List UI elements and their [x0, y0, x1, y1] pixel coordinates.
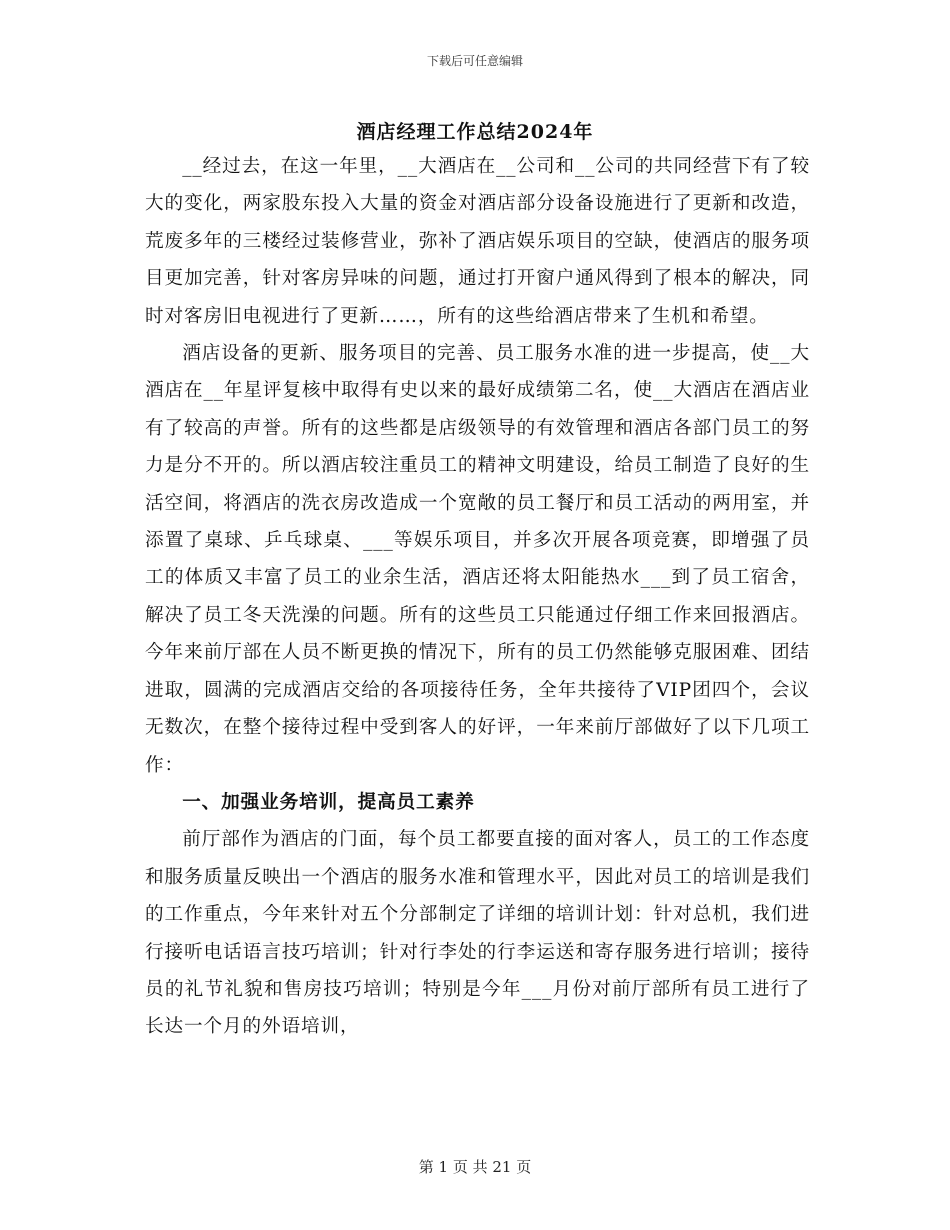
paragraph-intro: __经过去，在这一年里，__大酒店在__公司和__公司的共同经营下有了较大的变化，两家股东投入大量的资金对酒店部分设备设施进行了更新和改造，荒废多年的三楼经过装修营业，弥补了酒店娱乐项目的空缺，使酒店的服务项目更加完善，针对客房异味的问题，通过打开窗户通风得到了根本的解决，同时对客房旧电视进行了更新……，所有的这些给酒店带来了生机和希望。	[145, 156, 810, 327]
section-heading-training: 一、加强业务培训，提高员工素养	[182, 791, 475, 813]
page-number-footer: 第 1 页 共 21 页	[418, 1158, 532, 1176]
paragraph-training: 前厅部作为酒店的门面，每个员工都要直接的面对客人，员工的工作态度和服务质量反映出一个酒店的服务水准和管理水平，因此对员工的培训是我们的工作重点，今年来针对五个分部制定了详细的培训计划：针对总机，我们进行接听电话语言技巧培训；针对行李处的行李运送和寄存服务进行培训；接待员的礼节礼貌和售房技巧培训；特别是今年___月份对前厅部所有员工进行了长达一个月的外语培训，	[145, 829, 810, 1038]
paragraph-achievements: 酒店设备的更新、服务项目的完善、员工服务水准的进一步提高，使__大酒店在__年星评复核中取得有史以来的最好成绩第二名，使__大酒店在酒店业有了较高的声誉。所有的这些都是店级领导的有效管理和酒店各部门员工的努力是分不开的。所以酒店较注重员工的精神文明建设，给员工制造了良好的生活空间，将酒店的洗衣房改造成一个宽敞的员工餐厅和员工活动的两用室，并添置了桌球、乒乓球桌、___等娱乐项目，并多次开展各项竞赛，即增强了员工的体质又丰富了员工的业余生活，酒店还将太阳能热水___到了员工宿舍，解决了员工冬天洗澡的问题。所有的这些员工只能通过仔细工作来回报酒店。今年来前厅部在人员不断更换的情况下，所有的员工仍然能够克服困难、团结进取，圆满的完成酒店交给的各项接待任务，全年共接待了VIP团四个，会议无数次，在整个接待过程中受到客人的好评，一年来前厅部做好了以下几项工作：	[145, 343, 810, 776]
document-title: 酒店经理工作总结2024年	[356, 121, 594, 143]
page-header-note: 下载后可任意编辑	[426, 54, 523, 68]
document-body	[145, 148, 810, 1046]
